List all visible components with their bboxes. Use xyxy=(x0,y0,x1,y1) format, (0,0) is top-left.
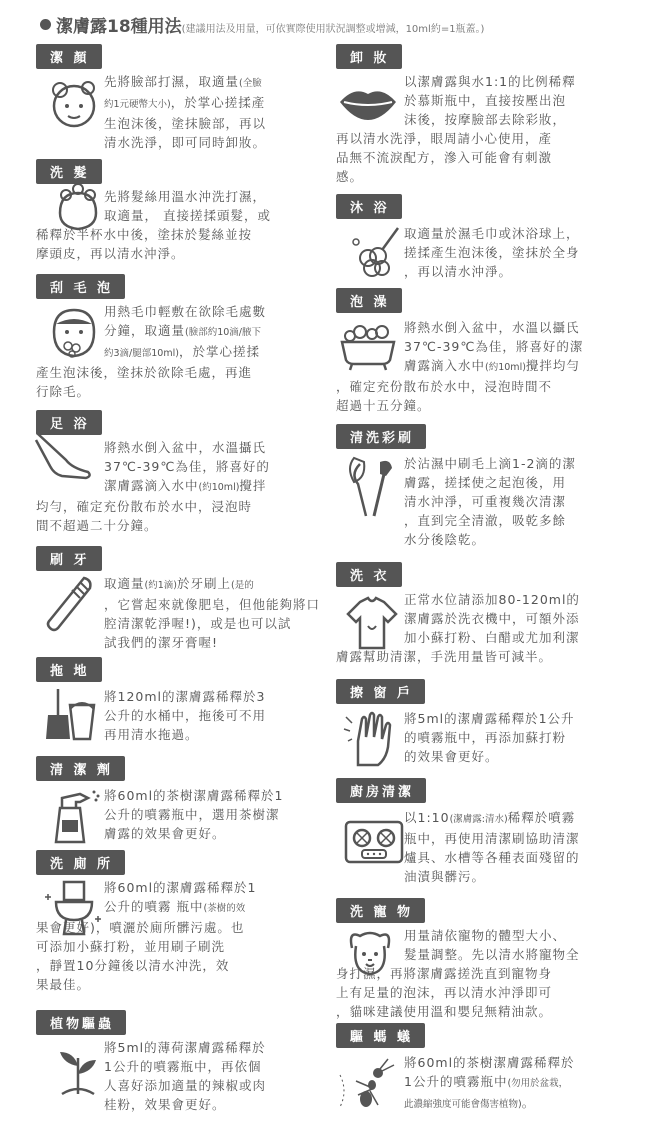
section-text-pet xyxy=(336,926,636,1021)
text-line xyxy=(336,454,636,473)
text-run: 1公升的噴霧瓶中 xyxy=(404,1074,508,1089)
section-text-window xyxy=(336,709,636,766)
text-line xyxy=(36,614,336,633)
section-text-kitchen xyxy=(336,808,636,886)
text-line xyxy=(36,706,336,725)
section-label-bubble: 泡 澡 xyxy=(336,288,402,313)
text-run: (約1滴) xyxy=(144,580,177,591)
text-run: (臉部約10滴/腋下 xyxy=(185,327,262,338)
section-brush xyxy=(336,424,636,547)
text-line xyxy=(36,342,336,363)
section-foot xyxy=(36,410,336,533)
section-text-face xyxy=(36,72,336,152)
section-text-hair xyxy=(36,187,336,263)
text-run: 腔清潔乾淨喔!) xyxy=(104,616,197,631)
section-bath xyxy=(336,194,636,279)
page-title: 潔膚露18種用法 xyxy=(56,17,182,37)
text-line xyxy=(336,91,636,110)
text-run: 稀釋於半杯水中後，塗抹於髮絲並按 xyxy=(36,227,253,242)
text-run: 以1:10 xyxy=(404,810,450,825)
text-run: 攪拌 xyxy=(239,478,267,493)
text-line xyxy=(336,129,636,148)
section-label-laundry: 洗 衣 xyxy=(336,562,402,587)
section-label-foot: 足 浴 xyxy=(36,410,102,435)
text-run: 先將髮絲用溫水沖洗打濕， xyxy=(104,189,267,204)
text-line xyxy=(36,824,336,843)
text-line xyxy=(36,574,336,595)
text-line xyxy=(336,492,636,511)
text-run: 生泡沫後，塗抹臉部，再以 xyxy=(104,116,267,131)
section-label-cleaner: 清 潔 劑 xyxy=(36,756,125,781)
text-run: 以潔膚露與水1:1的比例稀釋 xyxy=(404,74,576,89)
text-line xyxy=(336,377,636,396)
section-label-teeth: 刷 牙 xyxy=(36,546,102,571)
text-line xyxy=(36,956,336,975)
section-text-shave xyxy=(36,302,336,401)
section-text-brush xyxy=(336,454,636,549)
section-plant xyxy=(36,1010,336,1112)
section-text-cleaner xyxy=(36,786,336,843)
text-run: 於慕斯瓶中，直接按壓出泡 xyxy=(404,93,567,108)
section-text-foot xyxy=(36,438,336,535)
text-line xyxy=(336,72,636,91)
text-line xyxy=(36,595,336,614)
text-run: 上有足量的泡沫，再以清水沖淨即可 xyxy=(336,985,553,1000)
text-line xyxy=(336,609,636,628)
text-line xyxy=(336,243,636,262)
section-text-laundry xyxy=(336,590,636,666)
text-line xyxy=(336,473,636,492)
text-run: ，貓咪建議使用溫和嬰兒無精油款。 xyxy=(336,1004,553,1019)
text-run: 髮量調整。先以清水將寵物全 xyxy=(404,947,580,962)
text-line xyxy=(36,1095,336,1114)
text-run: 瓶中，再使用清潔刷協助清潔 xyxy=(404,831,580,846)
text-run: 產生泡沫後，塗抹於欲除毛處，再進 xyxy=(36,365,253,380)
text-run: 再以清水洗淨，眼周請小心使用，產 xyxy=(336,131,553,146)
section-text-bath xyxy=(336,224,636,281)
text-run: (約10ml) xyxy=(198,482,240,493)
section-label-ant: 驅 螞 蟻 xyxy=(336,1023,425,1048)
text-run: 行除毛。 xyxy=(36,384,91,399)
text-line xyxy=(336,945,636,964)
text-run: 果最佳。 xyxy=(36,977,91,992)
section-makeup xyxy=(336,44,636,184)
section-text-bubble xyxy=(336,318,636,415)
text-run: 用量請依寵物的體型大小、 xyxy=(404,928,567,943)
text-line xyxy=(336,224,636,243)
text-run: 摩頭皮，再以清水沖淨。 xyxy=(36,246,185,261)
text-line xyxy=(36,975,336,994)
text-run: (全臉 xyxy=(239,78,262,89)
text-line xyxy=(336,167,636,186)
section-text-mop xyxy=(36,687,336,744)
text-run: 均勻，確定充份散布於水中，浸泡時 xyxy=(36,499,253,514)
text-run: 膚露，搓揉使之起泡後，用 xyxy=(404,475,567,490)
text-run: 果會更好) xyxy=(36,920,96,935)
text-run: 超過十五分鐘。 xyxy=(336,398,431,413)
text-line xyxy=(336,511,636,530)
text-run: ，確定充份散布於水中，浸泡時間不 xyxy=(336,379,553,394)
text-line xyxy=(336,1072,636,1093)
text-line xyxy=(36,937,336,956)
text-run: 將5ml的薄荷潔膚露稀釋於 xyxy=(104,1040,266,1055)
section-label-brush: 清洗彩刷 xyxy=(336,424,426,449)
text-run: 此濃縮強度可能會傷害植物) xyxy=(404,1099,522,1110)
text-line xyxy=(336,628,636,647)
text-run: 再用清水拖過。 xyxy=(104,727,199,742)
text-run: 膚露滴入水中 xyxy=(404,358,486,373)
section-label-window: 擦 窗 戶 xyxy=(336,679,425,704)
text-line xyxy=(36,321,336,342)
text-line xyxy=(336,867,636,886)
text-run: ，於掌心搓揉 xyxy=(178,344,260,359)
text-run: 膚露幫助清潔，手洗用量皆可減半。 xyxy=(336,649,553,664)
section-label-makeup: 卸 妝 xyxy=(336,44,402,69)
text-line xyxy=(36,457,336,476)
text-run: 潔膚露於洗衣機中，可額外添 xyxy=(404,611,580,626)
text-line xyxy=(36,786,336,805)
text-run: ，或是也可以試 xyxy=(196,616,292,631)
section-label-toilet: 洗 廁 所 xyxy=(36,850,125,875)
text-line xyxy=(336,983,636,1002)
section-kitchen xyxy=(336,778,636,884)
section-cleaner xyxy=(36,756,336,841)
text-line xyxy=(36,918,336,937)
section-teeth xyxy=(36,546,336,650)
text-run: 37℃-39℃為佳，將喜好的 xyxy=(104,459,270,474)
text-run: 搓揉產生泡沫後，塗抹於全身 xyxy=(404,245,580,260)
text-line xyxy=(36,805,336,824)
text-line xyxy=(336,110,636,129)
section-text-teeth xyxy=(36,574,336,652)
text-line xyxy=(336,262,636,281)
text-run: 可添加小蘇打粉，並用刷子刷洗 xyxy=(36,939,226,954)
text-line xyxy=(36,516,336,535)
text-run: 分鐘，取適量 xyxy=(104,323,186,338)
text-run: 用熱毛巾輕敷在欲除毛處數 xyxy=(104,304,267,319)
section-text-ant xyxy=(336,1053,636,1114)
text-line xyxy=(336,709,636,728)
text-run: 約3滴/腿部10ml) xyxy=(104,348,179,359)
section-label-hair: 洗 髮 xyxy=(36,159,102,184)
text-run: 潔膚露滴入水中 xyxy=(104,478,199,493)
text-line xyxy=(336,808,636,829)
text-run: 將120ml的潔膚露稀釋於3 xyxy=(104,689,266,704)
section-pet xyxy=(336,898,636,1019)
text-run: 加小蘇打粉、白醋或尤加利潔 xyxy=(404,630,580,645)
section-face xyxy=(36,44,336,150)
section-text-makeup xyxy=(336,72,636,186)
text-line xyxy=(336,1002,636,1021)
page-note: (建議用法及用量，可依實際使用狀況調整或增減，10ml約=1瓶蓋。) xyxy=(181,24,485,35)
text-line xyxy=(36,476,336,497)
section-label-mop: 拖 地 xyxy=(36,657,102,682)
text-line xyxy=(36,878,336,897)
section-label-bath: 沐 浴 xyxy=(336,194,402,219)
text-run: (是的 xyxy=(231,580,254,591)
text-line xyxy=(336,530,636,549)
section-laundry xyxy=(336,562,636,664)
text-run: 清水沖淨，可重複幾次清潔 xyxy=(404,494,567,509)
section-label-kitchen: 廚房清潔 xyxy=(336,778,426,803)
text-line xyxy=(336,829,636,848)
section-shave xyxy=(36,274,336,399)
text-line xyxy=(36,1038,336,1057)
text-line xyxy=(36,438,336,457)
text-line xyxy=(336,396,636,415)
text-run: 試我們的潔牙膏喔! xyxy=(104,635,219,650)
text-run: 取適量 xyxy=(104,576,145,591)
text-run: 。 xyxy=(521,1095,536,1110)
text-run: ，於掌心搓揉產 xyxy=(170,95,266,110)
text-run: (勿用於盆栽， xyxy=(507,1078,569,1089)
section-label-shave: 刮 毛 泡 xyxy=(36,274,125,299)
text-run: 的噴霧瓶中，再添加蘇打粉 xyxy=(404,730,567,745)
text-run: 間不超過二十分鐘。 xyxy=(36,518,158,533)
section-label-face: 潔 顏 xyxy=(36,44,102,69)
section-window xyxy=(336,679,636,764)
text-line xyxy=(36,206,336,225)
text-run: 清水洗淨，即可同時卸妝。 xyxy=(104,135,267,150)
text-run: 約1元硬幣大小) xyxy=(104,99,171,110)
text-line xyxy=(36,133,336,152)
text-line xyxy=(36,225,336,244)
text-line xyxy=(36,1057,336,1076)
text-line xyxy=(36,725,336,744)
text-line xyxy=(36,382,336,401)
text-run: 將60ml的茶樹潔膚露稀釋於1 xyxy=(104,788,284,803)
text-run: 公升的噴霧 瓶中 xyxy=(104,899,204,914)
text-run: (約10ml) xyxy=(485,362,526,373)
text-line xyxy=(336,728,636,747)
section-text-plant xyxy=(36,1038,336,1114)
text-line xyxy=(336,848,636,867)
text-run: 公升的水桶中，拖後可不用 xyxy=(104,708,267,723)
text-run: 稀釋於噴霧 xyxy=(507,810,576,825)
text-line xyxy=(336,647,636,666)
text-line xyxy=(36,244,336,263)
text-run: ，再以清水沖淨。 xyxy=(404,264,513,279)
section-text-toilet xyxy=(36,878,336,994)
text-line xyxy=(336,926,636,945)
text-line xyxy=(36,114,336,133)
text-run: 將熱水倒入盆中，水溫攝氏 xyxy=(104,440,267,455)
text-line xyxy=(36,497,336,516)
text-run: 身打濕，再將潔膚露搓洗直到寵物身 xyxy=(336,966,553,981)
text-line xyxy=(336,590,636,609)
text-line xyxy=(336,747,636,766)
text-run: 膚露的效果會更好。 xyxy=(104,826,226,841)
text-run: 公升的噴霧瓶中，選用茶樹潔 xyxy=(104,807,280,822)
text-run: 正常水位請添加80-120ml的 xyxy=(404,592,580,607)
text-run: ，靜置10分鐘後以清水沖洗，效 xyxy=(36,958,230,973)
text-run: 感。 xyxy=(336,169,364,184)
section-hair xyxy=(36,159,336,261)
section-label-plant: 植物驅蟲 xyxy=(36,1010,126,1035)
text-run: 1公升的噴霧瓶中，再依個 xyxy=(104,1059,262,1074)
page-header xyxy=(40,12,640,38)
text-run: 桂粉，效果會更好。 xyxy=(104,1097,226,1112)
text-line xyxy=(36,633,336,652)
text-run: 取適量於濕毛巾或沐浴球上， xyxy=(404,226,580,241)
text-run: ，它嘗起來就像肥皂，但他能夠將口 xyxy=(104,597,321,612)
text-run: 於沾濕中刷毛上滴1-2滴的潔 xyxy=(404,456,576,471)
text-run: 爐具、水槽等各種表面殘留的 xyxy=(404,850,580,865)
text-run: 沫後，按摩臉部去除彩妝， xyxy=(404,112,567,127)
text-line xyxy=(36,687,336,706)
text-line xyxy=(36,363,336,382)
text-line xyxy=(336,1093,636,1114)
text-run: 品無不流淚配方，滲入可能會有刺激 xyxy=(336,150,553,165)
text-line xyxy=(336,964,636,983)
section-bubble xyxy=(336,288,636,413)
text-run: 將60ml的潔膚露稀釋於1 xyxy=(104,880,257,895)
text-line xyxy=(36,1076,336,1095)
text-line xyxy=(336,318,636,337)
text-line xyxy=(336,1053,636,1072)
section-toilet xyxy=(36,850,336,992)
text-run: 取適量， 直接搓揉頭髮，或 xyxy=(104,208,271,223)
text-line xyxy=(336,148,636,167)
text-run: 人喜好添加適量的辣椒或肉 xyxy=(104,1078,267,1093)
bullet-dot-icon xyxy=(40,19,51,30)
text-run: ，噴灑於廁所髒污處。也 xyxy=(95,920,245,935)
text-line xyxy=(36,72,336,93)
text-run: 水分後陰乾。 xyxy=(404,532,486,547)
text-run: 37℃-39℃為佳，將喜好的潔 xyxy=(404,339,584,354)
text-line xyxy=(36,897,336,918)
text-run: 於牙刷上 xyxy=(176,576,231,591)
section-label-pet: 洗 寵 物 xyxy=(336,898,425,923)
text-run: 的效果會更好。 xyxy=(404,749,499,764)
text-run: 將熱水倒入盆中，水溫以攝氏 xyxy=(404,320,580,335)
text-run: 先將臉部打濕，取適量 xyxy=(104,74,240,89)
text-line xyxy=(36,93,336,114)
text-run: 將5ml的潔膚露稀釋於1公升 xyxy=(404,711,575,726)
text-run: 攪拌均勻 xyxy=(525,358,580,373)
text-run: (茶樹的效 xyxy=(203,903,246,914)
text-run: (潔膚露:清水) xyxy=(449,814,508,825)
text-run: 將60ml的茶樹潔膚露稀釋於 xyxy=(404,1055,575,1070)
text-line xyxy=(336,337,636,356)
section-ant xyxy=(336,1023,636,1110)
section-mop xyxy=(36,657,336,742)
text-line xyxy=(36,187,336,206)
text-line xyxy=(336,356,636,377)
text-line xyxy=(36,302,336,321)
text-run: ，直到完全清澈，吸乾多餘 xyxy=(404,513,567,528)
text-run: 油漬與髒污。 xyxy=(404,869,486,884)
